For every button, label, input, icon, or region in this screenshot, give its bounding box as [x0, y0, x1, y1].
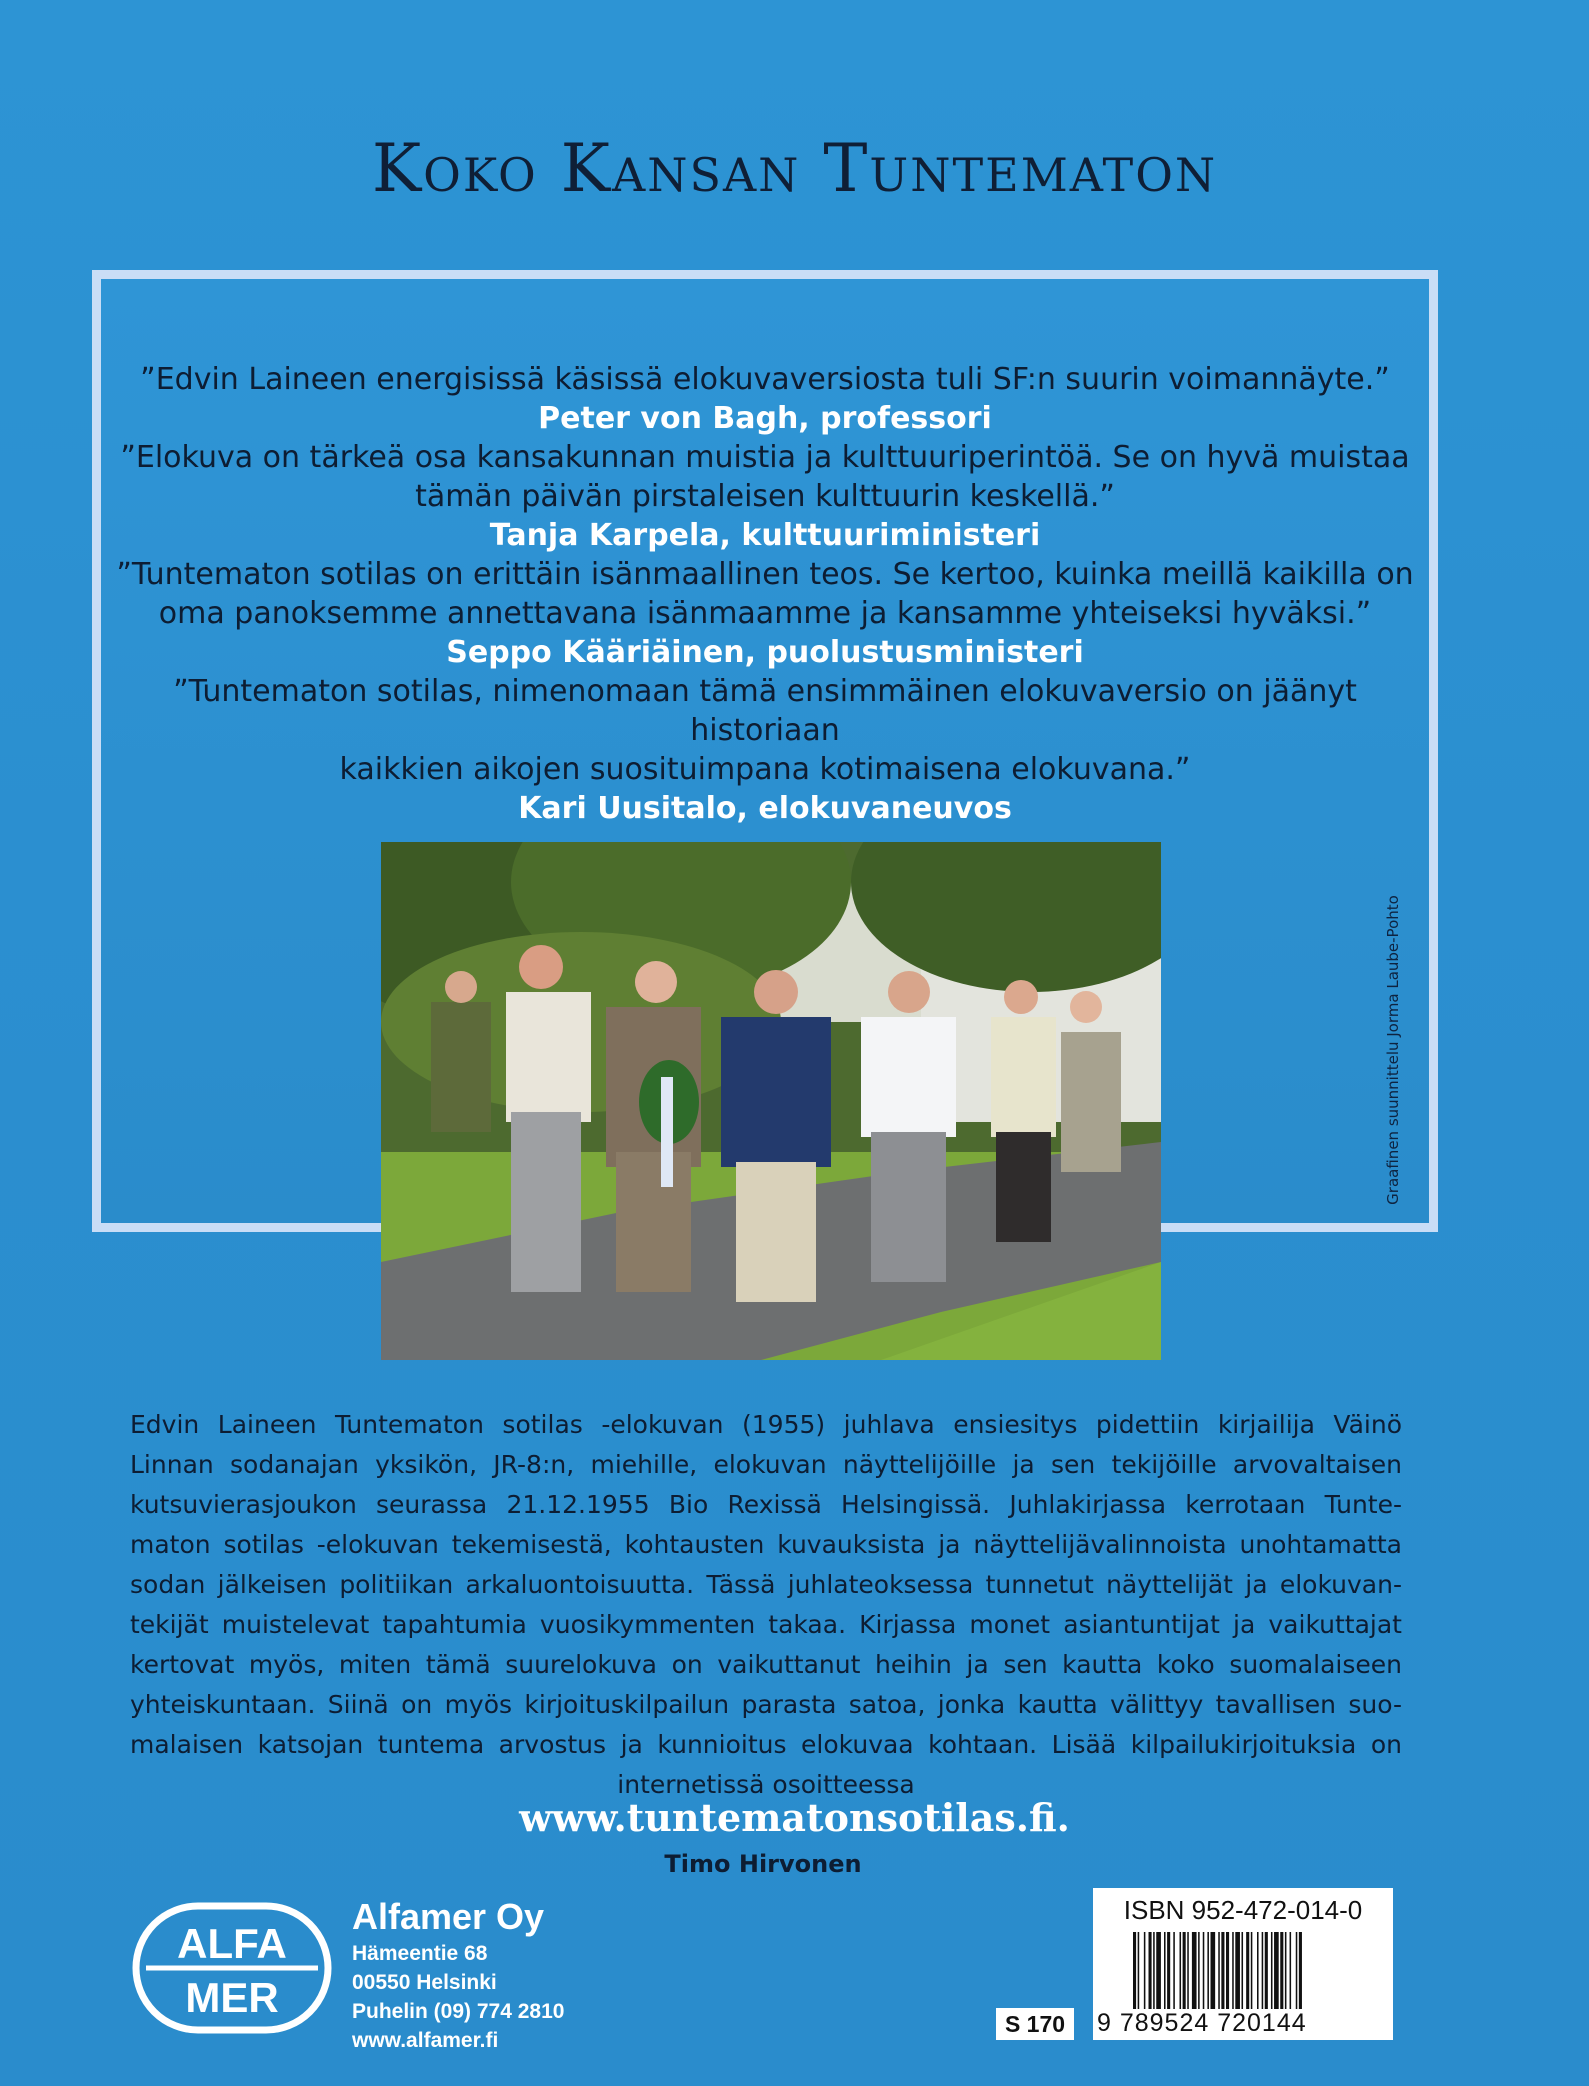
isbn-box	[1093, 1888, 1393, 2040]
quote-author: Seppo Kääriäinen, puolustusministeri	[446, 635, 1084, 670]
quote-line: oma panoksemme annettavana isänmaamme ja kansamme yhteiseksi hyväksi.”	[158, 596, 1372, 631]
publisher-name: Alfamer Oy	[352, 1896, 545, 1937]
publisher-address: Hämeentie 68	[352, 1942, 488, 1965]
description-last-line: internetissä osoitteessa	[617, 1770, 915, 1799]
description-line: maton sotilas -elokuvan tekemisestä, kohtausten kuvauksista ja näyttelijävalinnoista unohtamatta	[130, 1530, 1402, 1559]
description-author: Timo Hirvonen	[664, 1850, 862, 1878]
ceremony-photo	[381, 842, 1161, 1360]
website-url: www.tuntematonsotilas.fi.	[519, 1795, 1070, 1840]
isbn-label: ISBN 952-472-014-0	[1123, 1895, 1363, 1925]
quotes-block	[110, 360, 1420, 828]
description-line: kutsuvierasjoukon seurassa 21.12.1955 Bio Rexissä Helsingissä. Juhlakirjassa kerrotaan Tunte-	[130, 1490, 1402, 1519]
description-line: tekijät muistelevat tapahtumia vuosikymmenten takaa. Kirjassa monet asiantuntijat ja vaikuttajat	[130, 1610, 1402, 1639]
quote-line: ”Tuntematon sotilas, nimenomaan tämä ensimmäinen elokuvaversio on jäänyt historiaan	[173, 674, 1357, 748]
logo-text-top: ALFA	[177, 1920, 287, 1967]
quote-line: tämän päivän pirstaleisen kulttuurin keskellä.”	[415, 479, 1115, 514]
quote-line: ”Elokuva on tärkeä osa kansakunnan muistia ja kulttuuriperintöä. Se on hyvä muistaa	[120, 440, 1410, 475]
price-code: S 170	[996, 2008, 1074, 2040]
description-line: malaisen katsojan tuntema arvostus ja kunnioitus elokuvaa kohtaan. Lisää kilpailukirjoituksia on	[130, 1730, 1402, 1759]
book-title: Koko Kansan Tuntematon	[371, 130, 1218, 207]
alfamer-logo	[132, 1902, 332, 2034]
publisher-web: www.alfamer.fi	[352, 2029, 499, 2052]
publisher-phone: Puhelin (09) 774 2810	[352, 2000, 565, 2023]
quote-line: ”Edvin Laineen energisissä käsissä elokuvaversiosta tuli SF:n suurin voimannäyte.”	[140, 362, 1390, 397]
description-line: Linnan sodanajan yksikön, JR-8:n, miehille, elokuvan näyttelijöille ja sen tekijöille arvovaltaisen	[130, 1450, 1402, 1479]
quote-author: Peter von Bagh, professori	[538, 401, 992, 436]
logo-text-bottom: MER	[185, 1974, 279, 2021]
description-line: kertovat myös, miten tämä suurelokuva on vaikuttanut heihin ja sen kautta koko suomalaiseen	[130, 1650, 1402, 1679]
description-line: Edvin Laineen Tuntematon sotilas -elokuvan (1955) juhlava ensiesitys pidettiin kirjailija Väinö	[130, 1410, 1402, 1439]
isbn-digits: 9 789524 720144	[1097, 2009, 1307, 2037]
quote-line: ”Tuntematon sotilas on erittäin isänmaallinen teos. Se kertoo, kuinka meillä kaikilla on	[116, 557, 1414, 592]
description-line: sodan jälkeisen politiikan arkaluontoisuutta. Tässä juhlateoksessa tunnetut näyttelijät ja elokuvan-	[130, 1570, 1402, 1599]
publisher-postal: 00550 Helsinki	[352, 1971, 497, 1994]
quote-line: kaikkien aikojen suosituimpana kotimaisena elokuvana.”	[339, 752, 1191, 787]
description-line: yhteiskuntaan. Siinä on myös kirjoituskilpailun parasta satoa, jonka kautta välittyy tavallisen suo-	[130, 1690, 1402, 1719]
quote-author: Kari Uusitalo, elokuvaneuvos	[518, 791, 1012, 826]
description-text	[130, 1405, 1402, 1805]
publisher-info	[352, 1895, 564, 2055]
photo-credit: Graafinen suunnittelu Jorma Laube-Pohto	[1384, 895, 1402, 1205]
quote-author: Tanja Karpela, kulttuuriministeri	[489, 518, 1041, 553]
